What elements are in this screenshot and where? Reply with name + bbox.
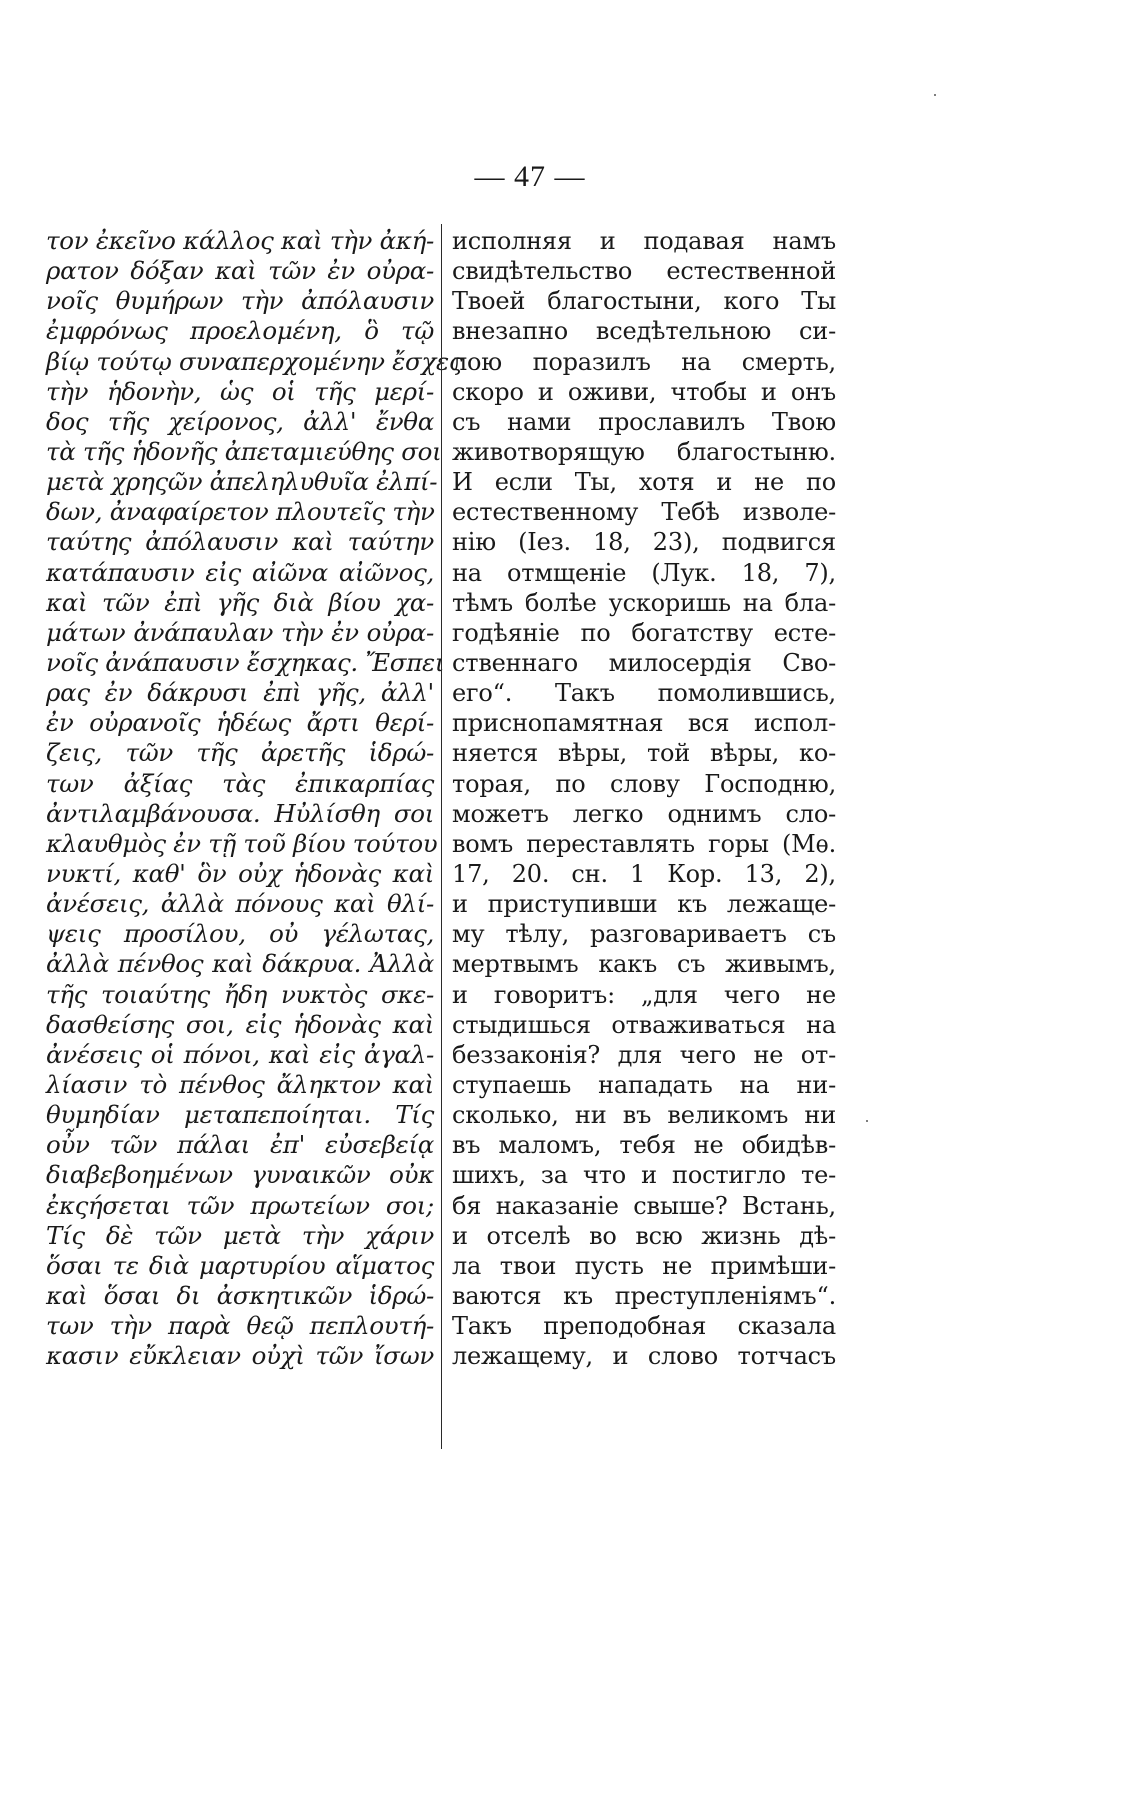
russian-text-line: бя наказаніе свыше? Встань, <box>452 1191 836 1220</box>
russian-text-line: сколько, ни въ великомъ ни <box>452 1101 836 1130</box>
russian-text-line: И если Ты, хотя и не по <box>452 468 836 497</box>
russian-text-line: и приступивши къ лежаще- <box>452 890 836 919</box>
russian-text-line: Такъ преподобная сказала <box>452 1312 836 1341</box>
greek-text-line: οὖν τῶν πάλαι ἐπ' εὐσεβείᾳ <box>46 1130 434 1160</box>
russian-text-line: въ маломъ, тебя не обидѣв- <box>452 1131 836 1160</box>
print-speck <box>866 1120 868 1122</box>
russian-text-line: лежащему, и слово тотчасъ <box>452 1342 836 1371</box>
russian-text-line: приснопамятная вся испол- <box>452 709 836 738</box>
russian-text-line: беззаконія? для чего не от- <box>452 1040 836 1069</box>
russian-text-line: тѣмъ болѣе ускоришь на бла- <box>452 588 836 617</box>
russian-text-line: ваются къ преступленіямъ“. <box>452 1281 836 1310</box>
greek-text-line: δος τῆς χείρονος, ἀλλ' ἔνθα <box>46 406 434 436</box>
greek-text-line: ἐκςήσεται τῶν πρωτείων σοι; <box>46 1190 434 1220</box>
russian-text-line: шихъ, за что и постигло те- <box>452 1161 836 1190</box>
greek-text-line: μάτων ἀνάπαυλαν τὴν ἐν οὐρα- <box>46 617 434 647</box>
greek-text-line: διαβεβοημένων γυναικῶν οὐκ <box>46 1160 434 1190</box>
greek-text-line: δων, ἀναφαίρετον πλουτεῖς τὴν <box>46 497 435 527</box>
russian-text-line: нію (Іез. 18, 23), подвигся <box>452 528 836 557</box>
russian-text-line: его“. Такъ помолившись, <box>452 679 836 708</box>
russian-text-line: на отмщеніе (Лук. 18, 7), <box>452 558 836 587</box>
russian-text-line: вомъ переставлять горы (Мѳ. <box>452 829 836 858</box>
greek-text-line: Τίς δὲ τῶν μετὰ τὴν χάριν <box>46 1220 434 1250</box>
greek-text-line: νοῖς ἀνάπαυσιν ἔσχηκας. Ἔσπει <box>46 647 445 677</box>
russian-text-line: и говоритъ: „для чего не <box>452 980 836 1009</box>
greek-text-line: νυκτί, καθ' ὃν οὐχ ἡδονὰς καὶ <box>46 858 434 888</box>
print-speck <box>934 94 936 96</box>
russian-text-line: животворящую благостыню. <box>452 437 836 466</box>
greek-text-line: ἀνέσεις οἱ πόνοι, καὶ εἰς ἀγαλ- <box>46 1039 434 1069</box>
greek-text-line: νοῖς θυμήρων τὴν ἀπόλαυσιν <box>46 286 434 316</box>
greek-text-line: καὶ ὅσαι δι ἀσκητικῶν ἱδρώ- <box>46 1280 434 1310</box>
greek-text-line: ψεις προσίλου, οὐ γέλωτας, <box>46 919 434 949</box>
greek-text-line: κασιν εὔκλειαν οὐχὶ τῶν ἴσων <box>46 1341 434 1371</box>
russian-text-line: внезапно вседѣтельною си- <box>452 317 836 346</box>
greek-text-line: μετὰ χρηςῶν ἀπεληλυθυῖα ἐλπί- <box>46 467 438 497</box>
greek-text-line: των ἀξίας τὰς ἐπικαρπίας <box>46 768 434 798</box>
russian-text-line: съ нами прославилъ Твою <box>452 407 836 436</box>
russian-text-line: исполняя и подавая намъ <box>452 227 836 255</box>
greek-text-line: ρατον δόξαν καὶ τῶν ἐν οὐρα- <box>46 256 434 286</box>
greek-text-line: τον ἐκεῖνο κάλλος καὶ τὴν ἀκή- <box>46 226 434 255</box>
greek-text-column <box>46 226 463 1371</box>
greek-text-line: ὅσαι τε διὰ μαρτυρίου αἵματος <box>46 1250 434 1280</box>
greek-text-line: δασθείσης σοι, εἰς ἡδονὰς καὶ <box>46 1009 434 1039</box>
greek-text-line: κατάπαυσιν εἰς αἰῶνα αἰῶνος, <box>46 557 434 587</box>
greek-text-line: ρας ἐν δάκρυσι ἐπὶ γῆς, ἀλλ' <box>46 678 434 708</box>
greek-text-line: κλαυθμὸς ἐν τῇ τοῦ βίου τούτου <box>46 828 438 858</box>
russian-text-line: няется вѣры, той вѣры, ко- <box>452 739 836 768</box>
russian-text-line: скоро и оживи, чтобы и онъ <box>452 377 836 406</box>
greek-text-line: ἀλλὰ πένθος καὶ δάκρυα. Ἀλλὰ <box>46 949 434 979</box>
russian-text-line: годѣяніе по богатству есте- <box>452 618 836 647</box>
greek-text-line: ζεις, τῶν τῆς ἀρετῆς ἱδρώ- <box>46 738 434 768</box>
greek-text-line: τὰ τῆς ἡδονῆς ἀπεταμιεύθης σοι <box>46 436 442 466</box>
russian-text-line: ственнаго милосердія Сво- <box>452 648 836 677</box>
russian-text-line: мертвымъ какъ съ живымъ, <box>452 950 836 979</box>
greek-text-line: ἀνέσεις, ἀλλὰ πόνους καὶ θλί- <box>46 889 434 919</box>
russian-text-line: ступаешь нападать на ни- <box>452 1070 836 1099</box>
page-number: — 47 — <box>474 160 586 193</box>
russian-text-line: и отселѣ во всю жизнь дѣ- <box>452 1221 836 1250</box>
greek-text-line: των τὴν παρὰ θεῷ πεπλουτή- <box>46 1311 434 1341</box>
greek-text-line: τὴν ἡδονὴν, ὡς οἱ τῆς μερί- <box>46 376 434 406</box>
greek-text-line: τῆς τοιαύτης ἤδη νυκτὸς σκε- <box>46 979 434 1009</box>
russian-text-line: 17, 20. сн. 1 Кор. 13, 2), <box>452 859 836 888</box>
russian-text-line: можетъ легко однимъ сло- <box>452 799 836 828</box>
russian-text-line: торая, по слову Господню, <box>452 769 836 798</box>
russian-text-column <box>452 226 836 1371</box>
russian-text-line: ла твои пусть не примѣши- <box>452 1251 836 1280</box>
russian-text-line: естественному Тебѣ изволе- <box>452 498 836 527</box>
greek-text-line: βίῳ τούτῳ συναπερχομένην ἔσχες <box>46 346 463 376</box>
russian-text-line: му тѣлу, разговариваетъ съ <box>452 920 836 949</box>
greek-text-line: λίασιν τὸ πένθος ἄληκτον καὶ <box>46 1069 434 1099</box>
russian-text-line: свидѣтельство естественной <box>452 257 836 286</box>
greek-text-line: θυμηδίαν μεταπεποίηται. Τίς <box>46 1100 434 1130</box>
russian-text-line: стыдишься отваживаться на <box>452 1010 836 1039</box>
russian-text-line: Твоей благостыни, кого Ты <box>452 287 836 316</box>
column-divider <box>441 224 442 1449</box>
greek-text-line: ἀντιλαμβάνουσα. Ηὐλίσθη σοι <box>46 798 434 828</box>
russian-text-line: лою поразилъ на смерть, <box>452 347 836 376</box>
greek-text-line: ταύτης ἀπόλαυσιν καὶ ταύτην <box>46 527 434 557</box>
greek-text-line: ἐν οὐρανοῖς ἡδέως ἄρτι θερί- <box>46 708 434 738</box>
greek-text-line: ἐμφρόνως προελομένη, ὃ τῷ <box>46 316 434 346</box>
greek-text-line: καὶ τῶν ἐπὶ γῆς διὰ βίου χα- <box>46 587 434 617</box>
